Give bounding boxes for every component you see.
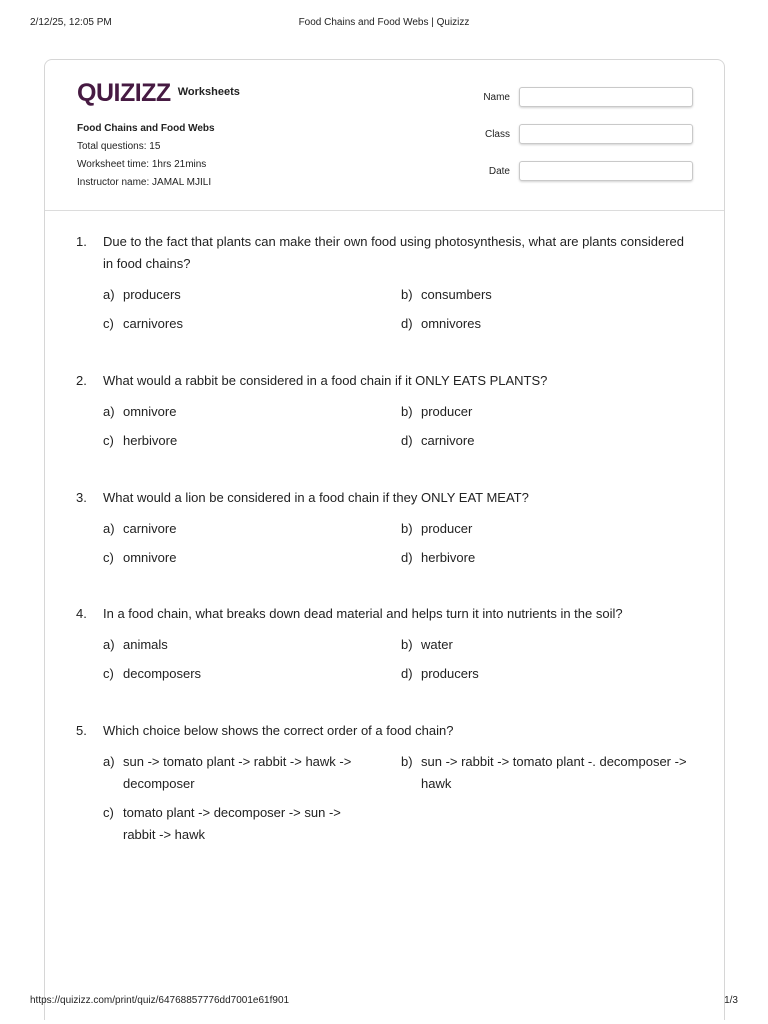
class-field[interactable] [519,124,693,144]
option-text: producer [421,404,473,419]
question-number: 3. [76,490,87,505]
option-letter: d) [401,316,413,331]
question-stem [76,231,696,275]
answer-option [103,401,373,423]
print-datetime: 2/12/25, 12:05 PM [30,17,112,28]
answer-option [401,663,701,685]
answer-option [401,751,701,795]
worksheet-card [44,59,725,1020]
option-text: producers [421,666,479,681]
question-stem [76,720,696,742]
answer-option [103,634,373,656]
option-letter: c) [103,805,114,820]
answer-option [103,284,373,306]
option-text: sun -> rabbit -> tomato plant -. decomposer -> hawk [421,754,687,791]
option-text: carnivore [123,521,177,536]
option-letter: a) [103,287,115,302]
answer-option [401,547,701,569]
worksheet-meta [77,120,215,192]
option-letter: a) [103,754,115,769]
answer-option [401,430,701,452]
option-letter: b) [401,287,413,302]
option-letter: a) [103,404,115,419]
quizizz-logo: QUIZIZZ [77,79,171,107]
answer-option [103,663,373,685]
question-number: 5. [76,723,87,738]
option-letter: b) [401,521,413,536]
option-letter: b) [401,637,413,652]
answer-option [401,518,701,540]
question-text: What would a rabbit be considered in a food chain if it ONLY EATS PLANTS? [103,373,548,388]
option-text: producers [123,287,181,302]
answer-option [103,313,373,335]
option-letter: b) [401,754,413,769]
question-number: 2. [76,373,87,388]
option-text: carnivore [421,433,475,448]
question-stem [76,370,696,392]
worksheet-header [45,60,724,211]
question-text: Due to the fact that plants can make their own food using photosynthesis, what are plants considered in food chains? [103,234,685,271]
option-text: water [421,637,453,652]
date-field-row [465,161,693,181]
question-text: In a food chain, what breaks down dead material and helps turn it into nutrients in the soil? [103,606,623,621]
name-field[interactable] [519,87,693,107]
question-text: What would a lion be considered in a food chain if they ONLY EAT MEAT? [103,490,529,505]
print-page-title: Food Chains and Food Webs | Quizizz [298,17,470,28]
option-text: omnivore [123,550,177,565]
question [76,720,696,842]
date-label: Date [488,165,510,177]
class-field-row [465,124,693,144]
option-text: consumbers [421,287,492,302]
name-field-row [465,87,693,107]
class-label: Class [484,128,510,140]
answer-option [401,401,701,423]
question-text: Which choice below shows the correct order of a food chain? [103,723,454,738]
option-text: producer [421,521,473,536]
worksheet-title: Food Chains and Food Webs [77,123,215,134]
answer-option [103,751,373,795]
option-text: tomato plant -> decomposer -> sun -> rabbit -> hawk [123,805,341,842]
answer-option [103,518,373,540]
option-text: sun -> tomato plant -> rabbit -> hawk -> decomposer [123,754,352,791]
option-letter: b) [401,404,413,419]
option-letter: c) [103,550,114,565]
question [76,487,696,565]
option-letter: d) [401,550,413,565]
option-text: decomposers [123,666,202,681]
answer-option [401,634,701,656]
question [76,370,696,448]
brand-product-label: Worksheets [177,86,240,98]
option-letter: c) [103,433,114,448]
date-field[interactable] [519,161,693,181]
answer-option [103,547,373,569]
question-number: 1. [76,234,87,249]
print-footer [0,995,768,1009]
option-letter: d) [401,666,413,681]
instructor-name: Instructor name: JAMAL MJILI [77,177,212,188]
brand [77,80,240,106]
option-letter: c) [103,316,114,331]
question-stem [76,603,696,625]
question [76,603,696,681]
answer-option [401,313,701,335]
print-url: https://quizizz.com/print/quiz/64768857776dd7001e61f901 [30,995,290,1006]
worksheet-time: Worksheet time: 1hrs 21mins [77,159,207,170]
option-text: herbivore [123,433,178,448]
answer-option [103,802,373,846]
print-header [0,17,768,31]
option-letter: a) [103,521,115,536]
option-letter: c) [103,666,114,681]
print-page-number: 1/3 [724,995,738,1006]
option-text: omnivores [421,316,481,331]
option-text: carnivores [123,316,183,331]
answer-option [103,430,373,452]
question-number: 4. [76,606,87,621]
option-letter: a) [103,637,115,652]
option-letter: d) [401,433,413,448]
option-text: herbivore [421,550,476,565]
question [76,231,696,331]
question-stem [76,487,696,509]
option-text: animals [123,637,168,652]
answer-option [401,284,701,306]
total-questions: Total questions: 15 [77,141,161,152]
name-label: Name [483,91,510,103]
option-text: omnivore [123,404,177,419]
